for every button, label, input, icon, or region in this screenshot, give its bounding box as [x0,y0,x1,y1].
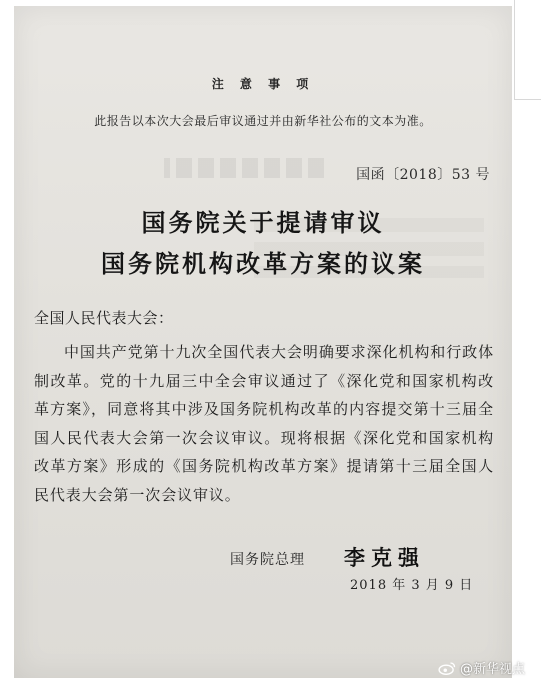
document-title-line2: 国务院机构改革方案的议案 [101,250,425,278]
sign-date: 2018 年 3 月 9 日 [350,578,474,593]
notice-title: 注 意 事 项 [211,77,315,91]
bleed-through-shadow [164,158,324,178]
addressee: 全国人民代表大会： [34,309,174,327]
edge-divider-horizontal [514,99,541,100]
edge-divider-vertical [514,0,515,100]
body-paragraph: 中国共产党第十九次全国代表大会明确要求深化机构和行政体制改革。党的十九届三中全会审议通过了《深化党和国家机构改革方案》，同意将其中涉及国务院机构改革的内容提交第十三届全国人民代表大会第一次会议审议。现将根据《深化党和国家机构改革方案》形成的《国务院机构改革方案》提请第十三届全国人民代表大会第一次会议审议。 [34,343,494,504]
document-photo [14,6,512,678]
notice-text: 此报告以本次大会最后审议通过并由新华社公布的文本为准。 [94,114,432,128]
weibo-icon [438,661,456,675]
document-title-line1: 国务院关于提请审议 [141,209,385,237]
document-number: 国函〔2018〕53 号 [356,167,490,183]
signer-name: 李克强 [344,546,425,570]
signer-title: 国务院总理 [230,552,305,568]
watermark [438,658,525,677]
watermark-text: @新华视点 [459,662,525,677]
